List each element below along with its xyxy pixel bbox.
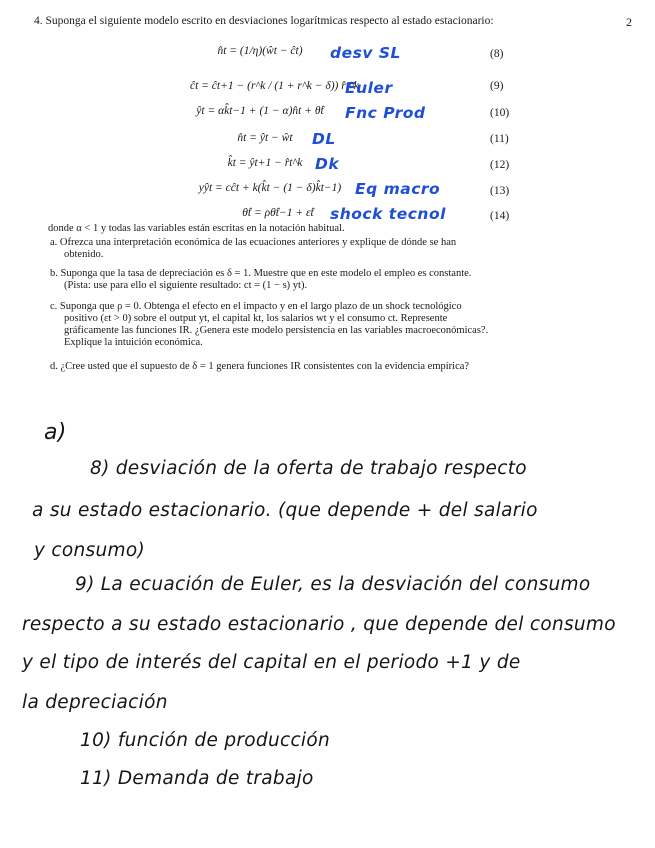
annotation-11: DL: [312, 130, 336, 148]
item-b-line-1: b. Suponga que la tasa de depreciación es δ = 1. Muestre que en este modelo el empleo es constante.: [50, 268, 472, 279]
equation-number-9: (9): [490, 80, 504, 92]
handwritten-line-2: a su estado estacionario. (que depende + del salario: [32, 500, 538, 521]
handwritten-line-8: 10) función de producción: [80, 730, 331, 751]
item-c-line-2: positivo (εt > 0) sobre el output yt, el capital kt, los salarios wt y el consumo ct. Represente: [64, 313, 448, 324]
annotation-13: Eq macro: [355, 180, 441, 198]
where-clause: donde α < 1 y todas las variables están escritas en la notación habitual.: [48, 223, 345, 234]
item-a-line-1: a. Ofrezca una interpretación económica de las ecuaciones anteriores y explique de dónde se han: [50, 237, 457, 248]
equation-number-12: (12): [490, 159, 510, 171]
equation-number-8: (8): [490, 48, 504, 60]
equation-number-10: (10): [490, 107, 510, 119]
equation-13: yŷt = cĉt + k(k̂t − (1 − δ)k̂t−1): [198, 182, 342, 194]
item-a-line-2: obtenido.: [64, 249, 104, 260]
annotation-14: shock tecnol: [330, 205, 446, 223]
handwritten-heading: a): [44, 420, 67, 445]
handwritten-line-6: y el tipo de interés del capital en el periodo +1 y de: [22, 652, 521, 673]
annotation-12: Dk: [315, 155, 340, 173]
item-b-line-2: (Pista: use para ello el siguiente resultado: ct = (1 − s) yt).: [64, 280, 308, 291]
question-title: 4. Suponga el siguiente modelo escrito en desviaciones logarítmicas respecto al estado estacionario:: [34, 15, 494, 27]
equation-10: ŷt = αk̂t−1 + (1 − α)n̂t + θ̂t: [196, 105, 324, 117]
handwritten-line-5: respecto a su estado estacionario , que depende del consumo: [22, 614, 616, 635]
annotation-8: desv SL: [330, 44, 401, 62]
page-number: 2: [626, 15, 632, 29]
item-c-line-3: gráficamente las funciones IR. ¿Genera este modelo persistencia en las variables macroeconómicas?.: [64, 325, 489, 336]
item-d-line-1: d. ¿Cree usted que el supuesto de δ = 1 genera funciones IR consistentes con la evidencia empírica?: [50, 361, 470, 372]
equation-number-14: (14): [490, 210, 510, 222]
item-c-line-1: c. Suponga que ρ = 0. Obtenga el efecto en el impacto y en el largo plazo de un shock tecnológico: [50, 301, 462, 312]
equation-8: n̂t = (1/η)(ŵt − ĉt): [217, 45, 303, 57]
handwritten-line-3: y consumo): [34, 540, 145, 561]
equation-number-11: (11): [490, 133, 509, 145]
equation-9: ĉt = ĉt+1 − (r^k / (1 + r^k − δ)) r̂t^k: [190, 80, 359, 92]
handwritten-line-4: 9) La ecuación de Euler, es la desviación del consumo: [75, 574, 591, 595]
equation-14: θ̂t = ρθ̂t−1 + ε̂t: [242, 207, 314, 219]
handwritten-line-1: 8) desviación de la oferta de trabajo respecto: [90, 458, 527, 479]
equation-number-13: (13): [490, 185, 510, 197]
equation-12: k̂t = ŷt+1 − r̂t^k: [227, 157, 303, 169]
annotation-10: Fnc Prod: [345, 104, 426, 122]
annotation-9: Euler: [345, 79, 393, 97]
handwritten-line-7: la depreciación: [22, 692, 168, 713]
equation-11: n̂t = ŷt − ŵt: [237, 132, 293, 144]
handwritten-line-9: 11) Demanda de trabajo: [80, 768, 314, 789]
item-c-line-4: Explique la intuición económica.: [64, 337, 203, 348]
